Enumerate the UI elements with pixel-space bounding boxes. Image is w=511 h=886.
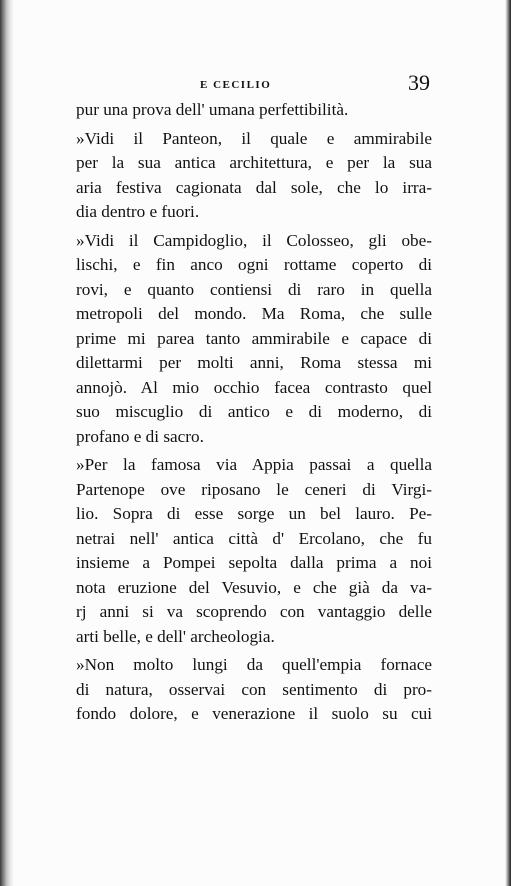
text-line: aria festiva cagionata dal sole, che lo irra- [76, 177, 432, 197]
paragraph [76, 127, 432, 225]
text-line: Partenope ove riposano le ceneri di Virgi- [76, 479, 432, 499]
text-line: pur una prova dell' umana perfettibilità. [76, 100, 349, 119]
text-line: nota eruzione del Vesuvio, e che già da va- [76, 577, 432, 597]
text-line: di natura, osservai con sentimento di pro- [76, 679, 432, 699]
text-line: insieme a Pompei sepolta dalla prima a noi [76, 553, 432, 572]
text-line: netrai nell' antica città d' Ercolano, che fu [76, 528, 432, 548]
text-line: »Vidi il Panteon, il quale e ammirabile [76, 128, 432, 148]
running-head: E CECILIO [200, 79, 272, 91]
paragraph [76, 453, 432, 649]
page-number: 39 [408, 70, 430, 95]
body-text [76, 98, 432, 727]
paragraph [76, 98, 432, 123]
text-line: rj anni si va scoprendo con vantaggio delle [76, 602, 432, 621]
binding-gutter [0, 0, 14, 886]
text-line: »Vidi il Campidoglio, il Colosseo, gli obe- [76, 230, 432, 250]
text-line: lischi, e fin anco ogni rottame coperto di [76, 255, 432, 274]
page-header [76, 70, 432, 98]
text-line: dia dentro e fuori. [76, 202, 200, 221]
text-line: fondo dolore, e venerazione il suolo su cui [76, 704, 432, 723]
paragraph [76, 229, 432, 450]
text-line: prime mi parea tanto ammirabile e capace di [76, 328, 432, 348]
text-line: »Per la famosa via Appia passai a quella [76, 455, 432, 474]
paragraph [76, 653, 432, 727]
text-line: annojò. Al mio occhio facea contrasto quel [76, 377, 432, 397]
text-line: dilettarmi per molti anni, Roma stessa mi [76, 353, 432, 372]
text-line: rovi, e quanto contiensi di raro in quella [76, 279, 432, 299]
text-line: per la sua antica architettura, e per la sua [76, 153, 432, 172]
text-line: metropoli del mondo. Ma Roma, che sulle [76, 304, 432, 323]
text-line: arti belle, e dell' archeologia. [76, 626, 275, 646]
text-line: »Non molto lungi da quell'empia fornace [76, 655, 432, 674]
page-edge [505, 0, 511, 886]
text-line: suo miscuglio di antico e di moderno, di [76, 402, 432, 421]
text-line: lio. Sopra di esse sorge un bel lauro. Pe- [76, 504, 432, 523]
text-line: profano e di sacro. [76, 426, 204, 446]
